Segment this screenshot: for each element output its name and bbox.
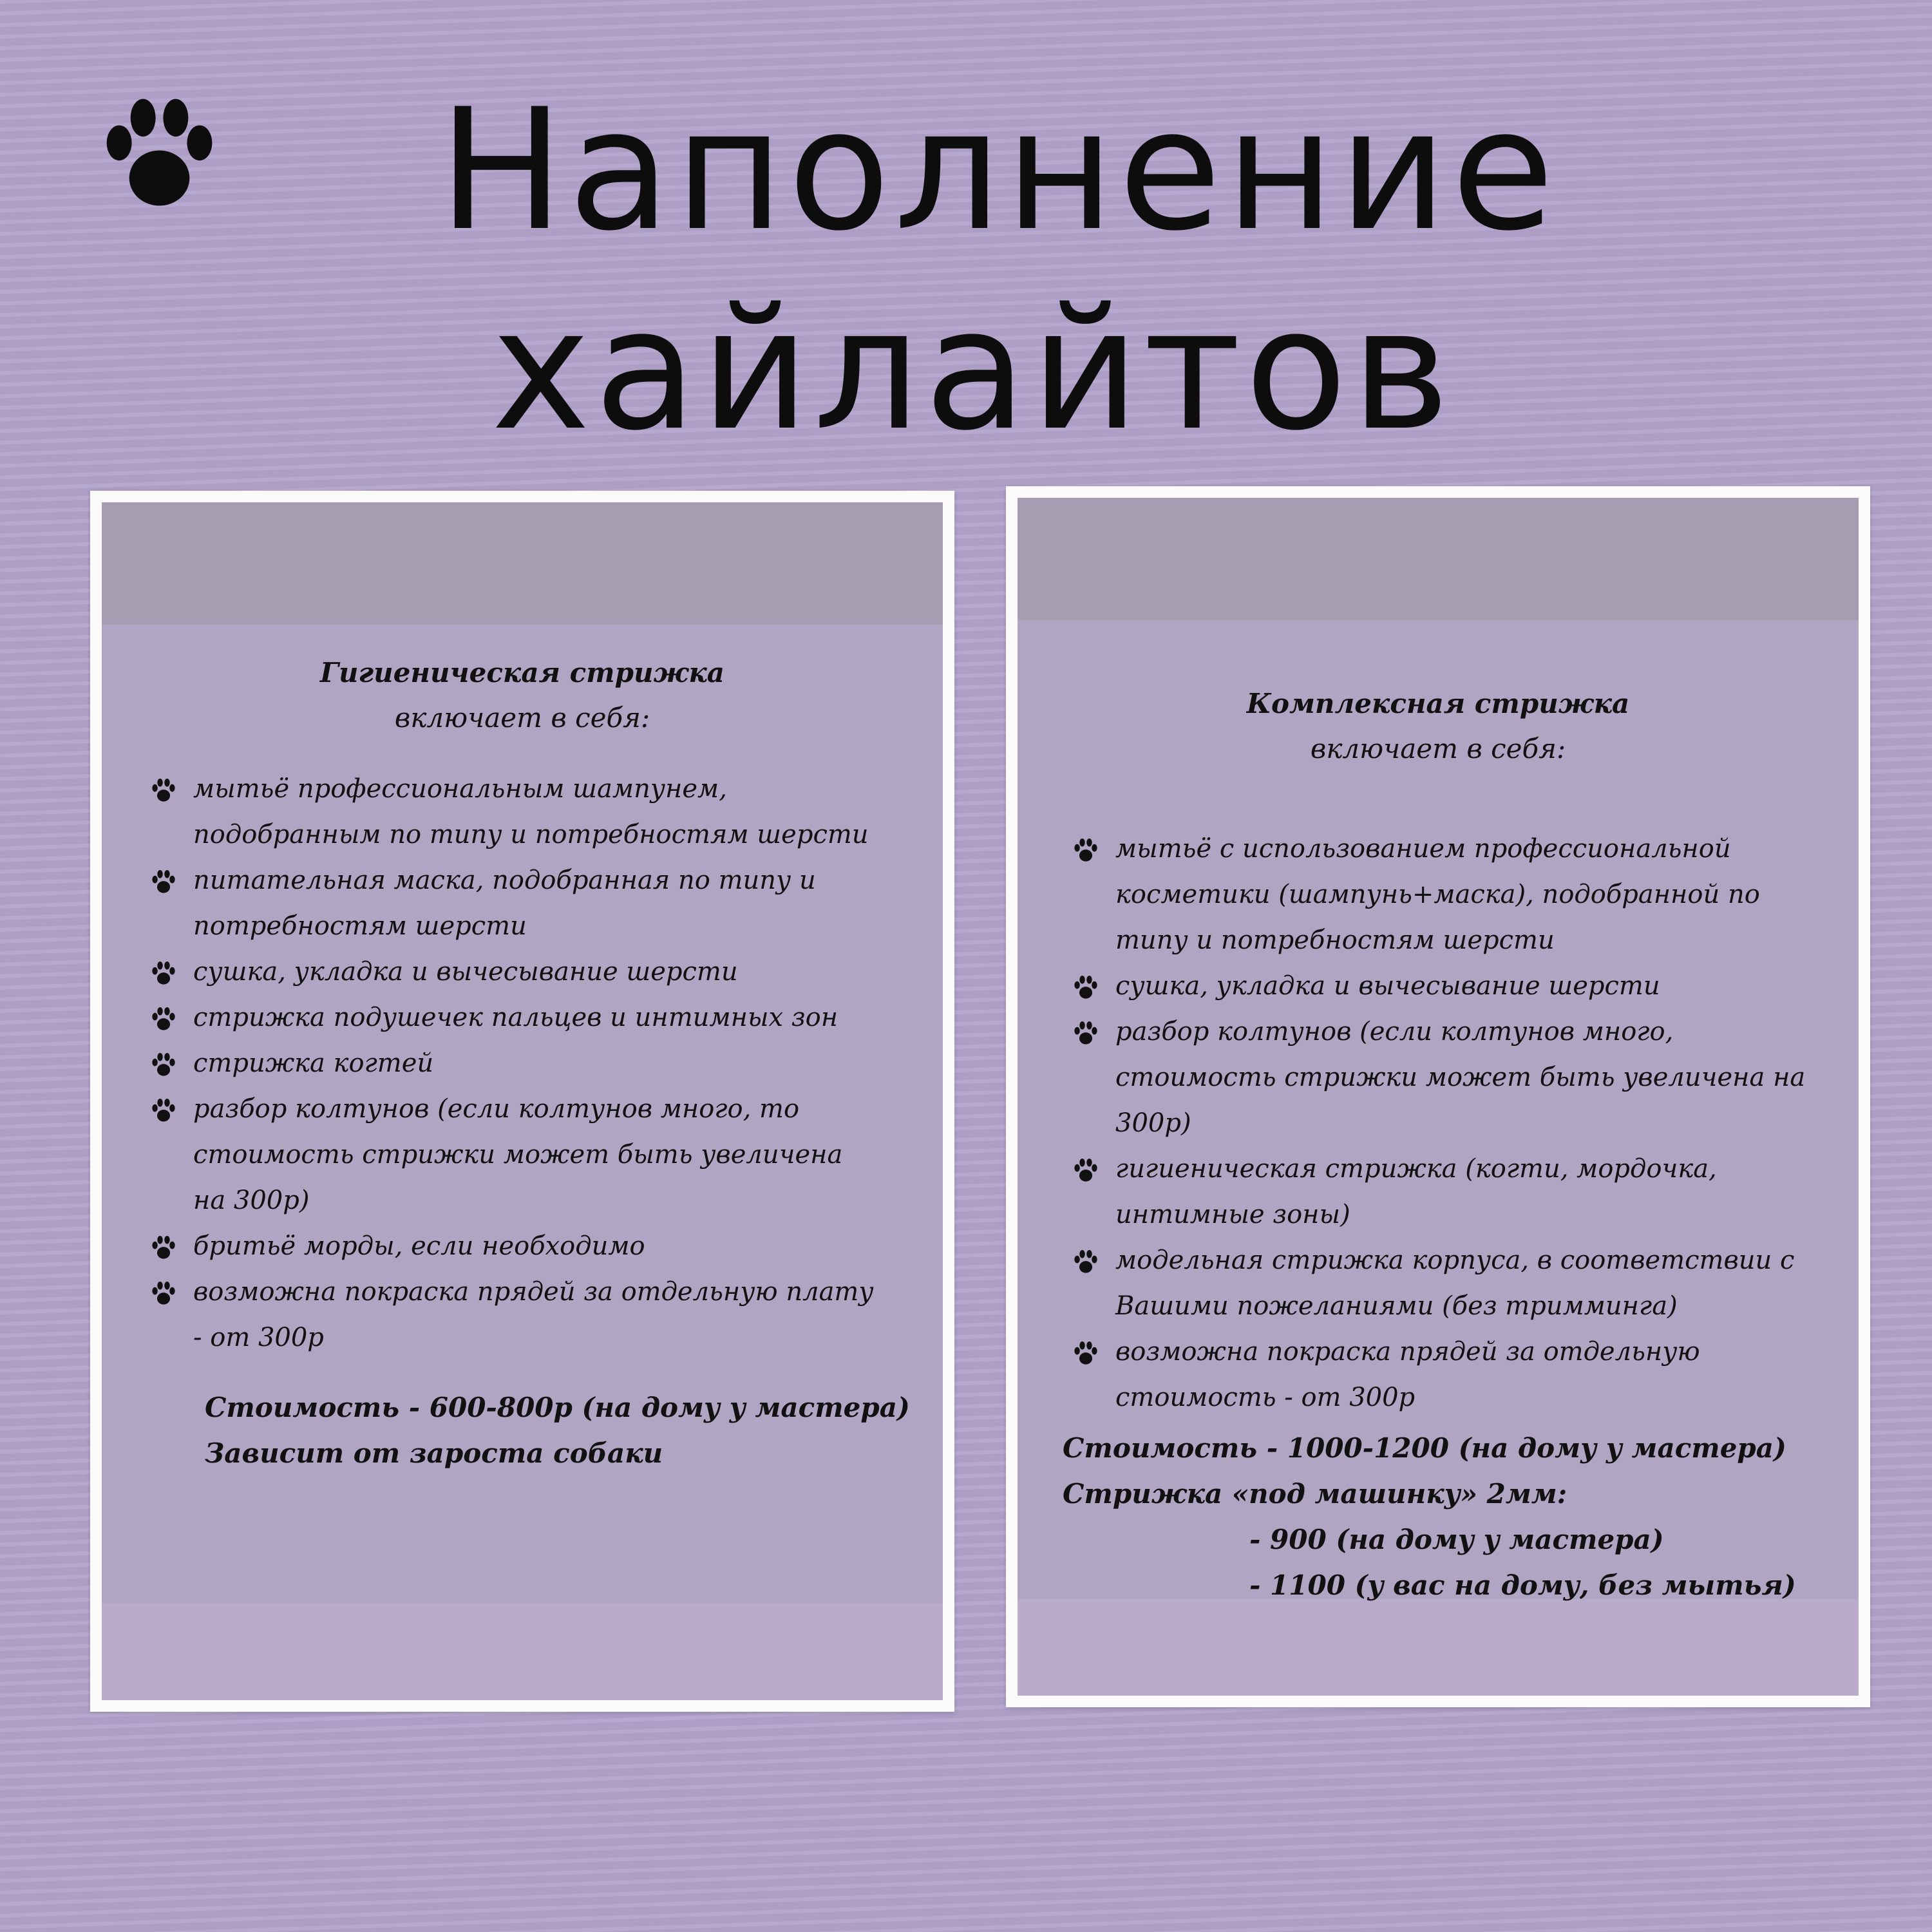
card-subheading: включает в себя: — [1310, 733, 1566, 764]
price-note: Зависит от зароста собаки — [205, 1437, 663, 1469]
card-content — [102, 502, 943, 1700]
paw-icon — [1069, 1019, 1103, 1046]
list-item: мытьё профессиональным шампунем, подобранным по типу и потребностям шерсти — [147, 766, 881, 858]
price-block — [205, 1385, 913, 1476]
list-item: стрижка подушечек пальцев и интимных зон — [147, 995, 881, 1041]
paw-icon — [147, 1234, 180, 1261]
list-item: возможна покраска прядей за отдельную стоимость - от 300р — [1069, 1329, 1810, 1421]
service-list — [1069, 826, 1810, 1421]
clipper-price-option: - 900 (на дому у мастера) — [1249, 1524, 1664, 1555]
paw-icon — [147, 1280, 180, 1307]
paw-icon — [147, 1051, 180, 1078]
list-item: питательная маска, подобранная по типу и потребностям шерсти — [147, 858, 881, 949]
card-heading: Гигиеническая стрижка — [320, 657, 724, 688]
list-item: бритьё морды, если необходимо — [147, 1224, 881, 1269]
clipper-price-option: - 1100 (у вас на дому, без мытья) — [1249, 1569, 1796, 1601]
card-hygienic-haircut — [90, 491, 954, 1712]
card-content — [1018, 498, 1859, 1696]
card-heading: Комплексная стрижка — [1246, 688, 1630, 719]
paw-icon — [1069, 837, 1103, 864]
list-item: стрижка когтей — [147, 1041, 881, 1086]
list-item: возможна покраска прядей за отдельную плату - от 300р — [147, 1269, 881, 1361]
clipper-price-label: Стрижка «под машинку» 2мм: — [1063, 1478, 1567, 1510]
card-complex-haircut — [1006, 486, 1870, 1707]
list-item: мытьё с использованием профессиональной косметики (шампунь+маска), подобранной по типу и потребностям шерсти — [1069, 826, 1810, 963]
list-item: модельная стрижка корпуса, в соответствии с Вашими пожеланиями (без тримминга) — [1069, 1238, 1810, 1329]
paw-icon — [147, 868, 180, 895]
list-item: гигиеническая стрижка (когти, мордочка, интимные зоны) — [1069, 1146, 1810, 1238]
paw-icon — [147, 960, 180, 987]
list-item: сушка, укладка и вычесывание шерсти — [1069, 963, 1810, 1009]
paw-icon — [1069, 1340, 1103, 1367]
service-list — [147, 766, 881, 1361]
paw-icon — [147, 1097, 180, 1124]
paw-icon — [1069, 1157, 1103, 1184]
price-line: Стоимость - 600-800р (на дому у мастера) — [205, 1392, 910, 1423]
paw-icon — [1069, 974, 1103, 1001]
price-block — [1063, 1425, 1823, 1608]
paw-icon — [147, 777, 180, 804]
paw-icon — [1069, 1248, 1103, 1275]
page-title — [0, 71, 1932, 470]
title-line-2: хайлайтов — [491, 273, 1454, 468]
list-item: разбор колтунов (если колтунов много, то стоимость стрижки может быть увеличена на 300р) — [147, 1086, 881, 1224]
title-line-1: Наполнение — [438, 73, 1558, 268]
price-line: Стоимость - 1000-1200 (на дому у мастера) — [1063, 1432, 1786, 1464]
paw-icon — [147, 1005, 180, 1032]
card-subheading: включает в себя: — [394, 702, 650, 734]
list-item: разбор колтунов (если колтунов много, стоимость стрижки может быть увеличена на 300р) — [1069, 1009, 1810, 1146]
list-item: сушка, укладка и вычесывание шерсти — [147, 949, 881, 995]
